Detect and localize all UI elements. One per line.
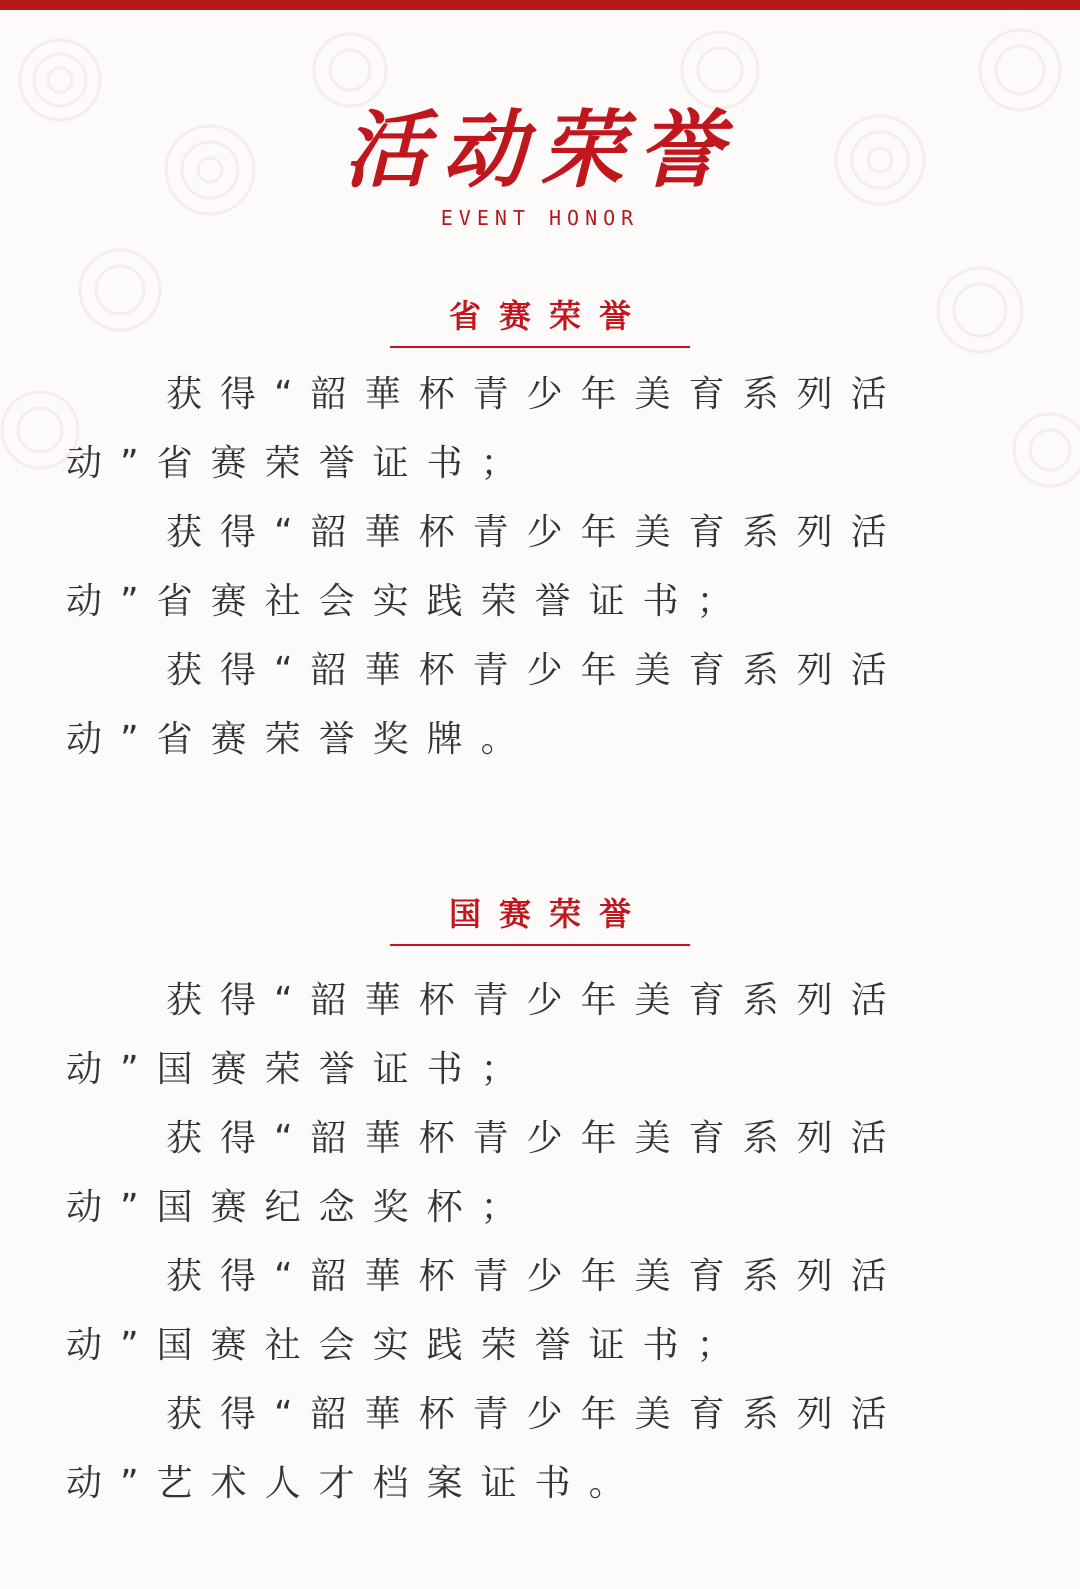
national-heading-rule bbox=[390, 944, 690, 946]
national-honor-item: 获得“韶華杯青少年美育系列活动”艺术人才档案证书。 bbox=[66, 1394, 905, 1504]
title-block bbox=[0, 100, 1080, 230]
national-honor-item: 获得“韶華杯青少年美育系列活动”国赛纪念奖杯； bbox=[66, 1118, 905, 1228]
national-section-heading bbox=[390, 892, 690, 946]
provincial-honor-item: 获得“韶華杯青少年美育系列活动”省赛荣誉奖牌。 bbox=[66, 650, 905, 760]
page-subtitle: EVENT HONOR bbox=[440, 206, 640, 230]
provincial-heading-rule bbox=[390, 346, 690, 348]
page-title: 活动荣誉 bbox=[343, 100, 736, 199]
national-honor-item: 获得“韶華杯青少年美育系列活动”国赛社会实践荣誉证书； bbox=[66, 1256, 905, 1366]
provincial-honor-list bbox=[66, 360, 1006, 774]
provincial-honor-item: 获得“韶華杯青少年美育系列活动”省赛荣誉证书； bbox=[66, 374, 905, 484]
provincial-heading-label: 省赛荣誉 bbox=[448, 297, 649, 335]
national-honor-list bbox=[66, 966, 1006, 1518]
national-heading-label: 国赛荣誉 bbox=[448, 895, 649, 933]
provincial-honor-item: 获得“韶華杯青少年美育系列活动”省赛社会实践荣誉证书； bbox=[66, 512, 905, 622]
national-honor-item: 获得“韶華杯青少年美育系列活动”国赛荣誉证书； bbox=[66, 980, 905, 1090]
provincial-section-heading bbox=[390, 294, 690, 348]
top-red-bar bbox=[0, 0, 1080, 10]
